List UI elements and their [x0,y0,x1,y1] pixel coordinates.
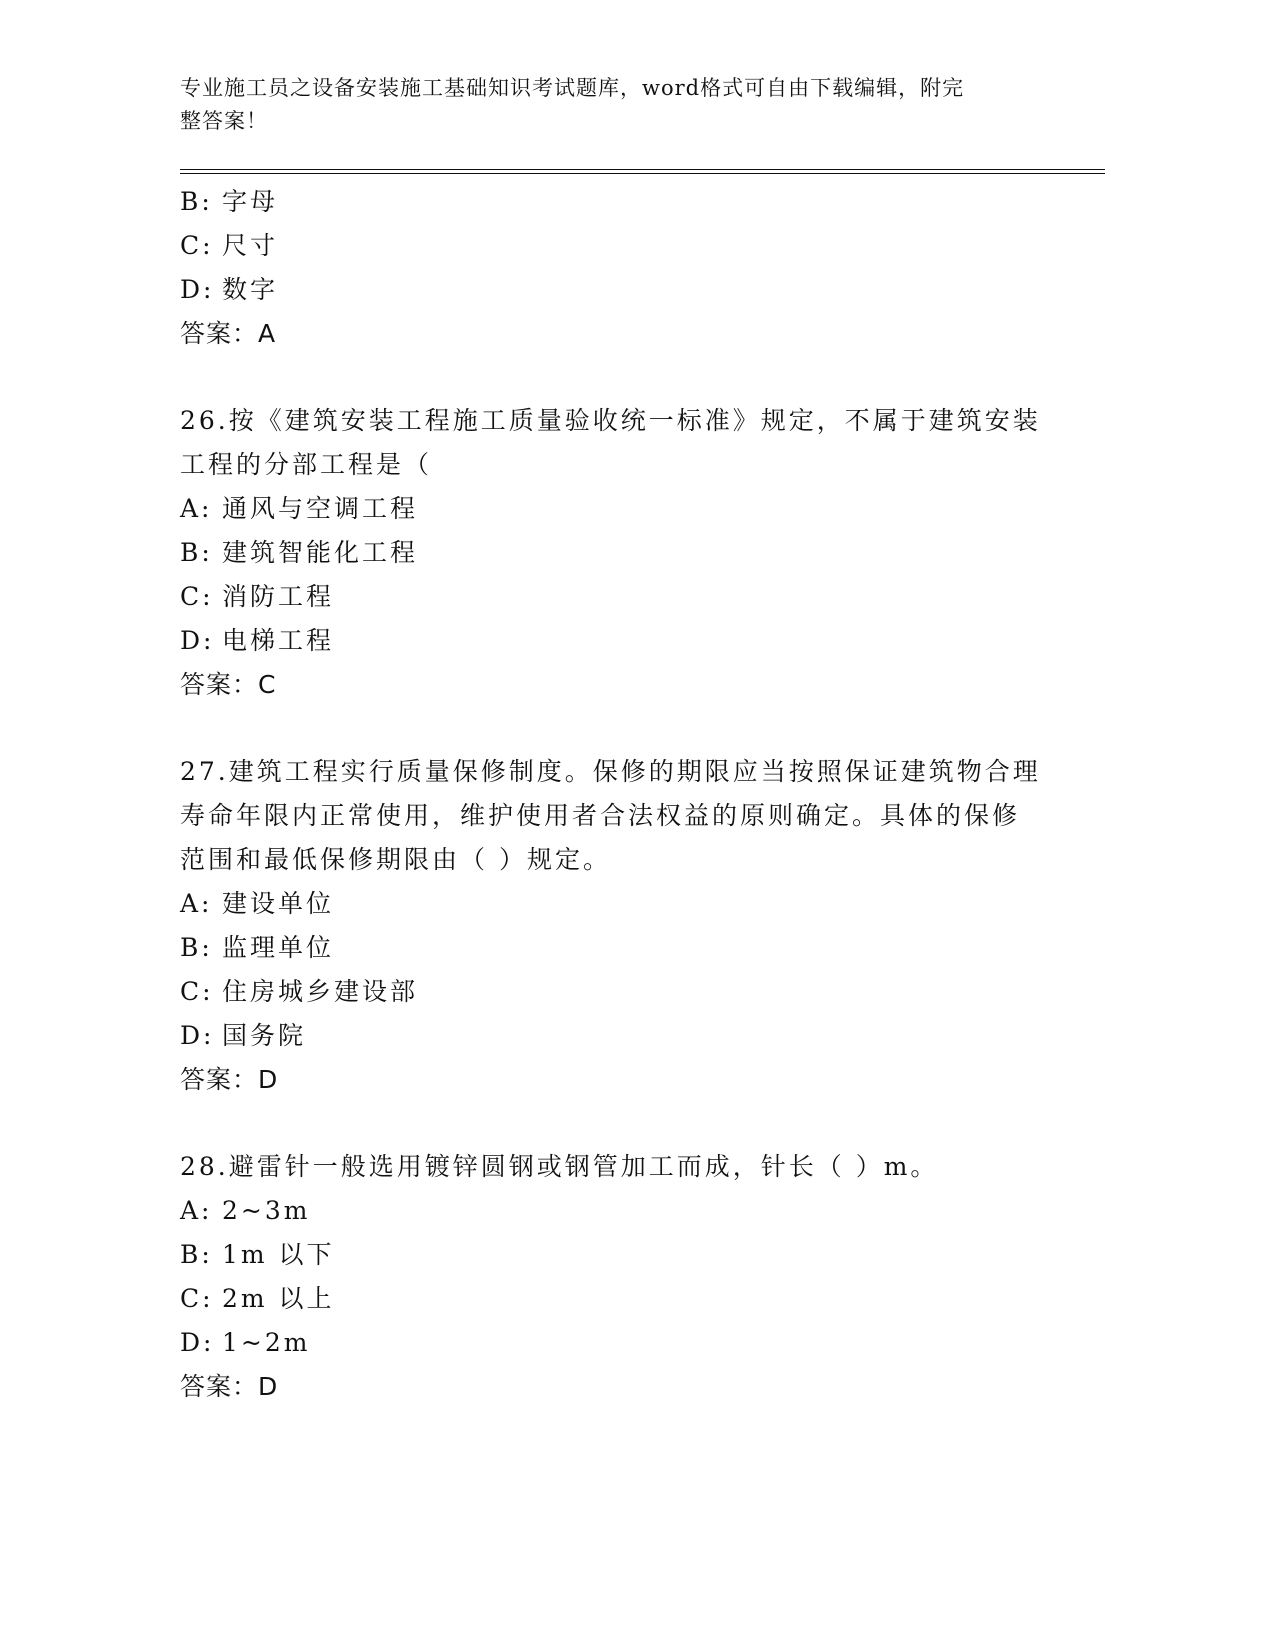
option-text: 数字 [222,275,279,304]
question-text-line: 27.建筑工程实行质量保修制度。保修的期限应当按照保证建筑物合理 [180,757,1041,786]
option-label: A: [180,889,213,918]
option-a [180,882,1080,926]
option-label: D: [180,626,215,655]
question-text-line: 26.按《建筑安装工程施工质量验收统一标准》规定，不属于建筑安装 [180,406,1041,435]
option-text: 国务院 [222,1021,307,1050]
header-title-line-1: 专业施工员之设备安装施工基础知识考试题库，word格式可自由下载编辑，附完 [180,76,965,100]
option-label: C: [180,231,214,260]
question-text-line: 寿命年限内正常使用，维护使用者合法权益的原则确定。具体的保修 [180,801,1021,830]
question-text-line: 范围和最低保修期限由（ ）规定。 [180,845,611,874]
answer-line: 答案：A [180,319,277,348]
option-text: 住房城乡建设部 [222,977,419,1006]
option-d [180,1014,1080,1058]
question-text-line: 28.避雷针一般选用镀锌圆钢或钢管加工而成，针长（ ）m。 [180,1152,939,1181]
option-text: 监理单位 [222,933,335,962]
option-c [180,224,1080,268]
option-text: 2m 以上 [222,1284,335,1313]
question-block-26 [180,399,1080,707]
option-label: D: [180,1328,215,1357]
option-b [180,180,1080,224]
option-text: 建筑智能化工程 [222,538,419,567]
option-d [180,268,1080,312]
option-label: D: [180,1021,215,1050]
option-label: C: [180,1284,214,1313]
header-title-line-2: 整答案！ [180,109,268,133]
option-text: 通风与空调工程 [222,494,419,523]
option-label: D: [180,275,215,304]
option-text: 建设单位 [222,889,335,918]
option-label: A: [180,494,213,523]
question-block-27 [180,750,1080,1102]
option-text: 1m 以下 [222,1240,335,1269]
option-b [180,531,1080,575]
question-list [180,180,1080,1409]
option-label: C: [180,582,214,611]
document-header [180,72,1030,138]
option-a [180,487,1080,531]
option-b [180,926,1080,970]
option-label: A: [180,1196,213,1225]
option-c [180,970,1080,1014]
option-label: C: [180,977,214,1006]
option-b [180,1233,1080,1277]
option-label: B: [180,538,213,567]
answer-line: 答案：C [180,670,277,699]
option-label: B: [180,187,213,216]
option-d [180,619,1080,663]
option-text: 消防工程 [222,582,335,611]
option-text: 尺寸 [222,231,279,260]
option-label: B: [180,933,213,962]
option-label: B: [180,1240,213,1269]
option-d [180,1321,1080,1365]
option-c [180,1277,1080,1321]
option-text: 2~3m [222,1196,311,1225]
answer-line: 答案：D [180,1065,279,1094]
header-rule-bottom [180,173,1105,174]
option-c [180,575,1080,619]
option-text: 电梯工程 [222,626,335,655]
question-text-line: 工程的分部工程是（ [180,450,433,479]
option-a [180,1189,1080,1233]
option-text: 1~2m [222,1328,311,1357]
header-rule-top [180,169,1105,170]
option-text: 字母 [222,187,279,216]
answer-line: 答案：D [180,1372,279,1401]
question-block-28 [180,1145,1080,1409]
question-block-25 [180,180,1080,356]
